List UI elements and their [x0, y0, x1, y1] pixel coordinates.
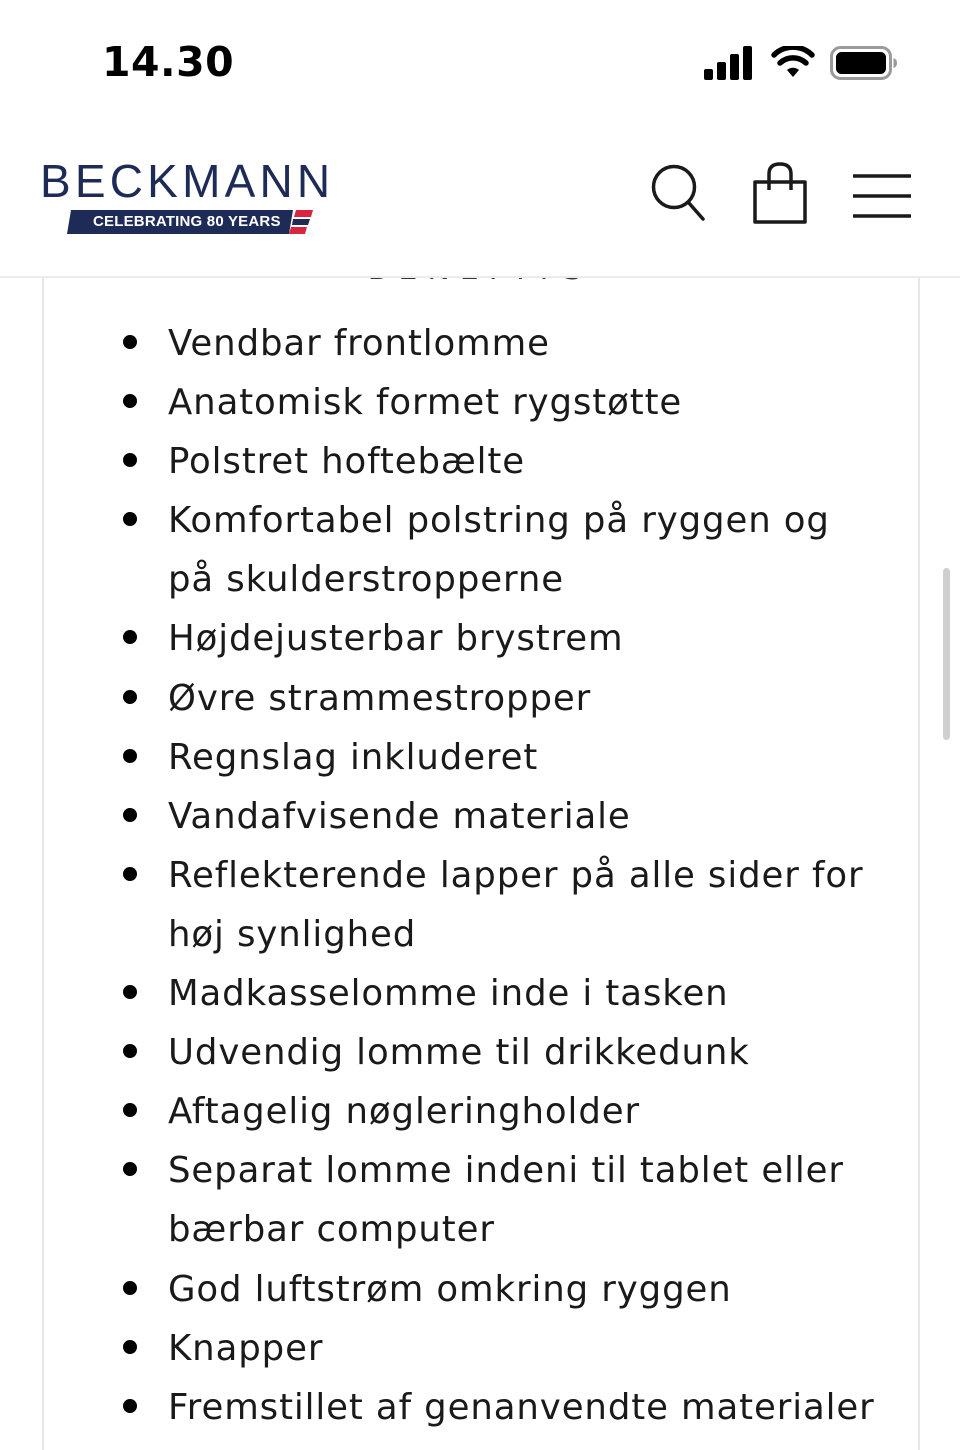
- bullet-icon: [123, 749, 137, 763]
- benefit-text: Polstret hoftebælte: [168, 441, 525, 483]
- benefit-text: Komfortabel polstring på ryggen og på skulderstropperne: [168, 500, 830, 601]
- benefit-item: [168, 964, 888, 1023]
- benefit-text: Madkasselomme inde i tasken: [168, 973, 729, 1015]
- bullet-icon: [123, 985, 137, 999]
- benefit-text: Øvre strammestropper: [168, 677, 592, 719]
- benefit-item: [168, 1141, 888, 1259]
- benefit-text: Regnslag inkluderet: [168, 736, 539, 778]
- benefit-item: [168, 314, 888, 373]
- bullet-icon: [123, 335, 137, 349]
- benefit-item: [168, 1023, 888, 1082]
- brand-tagline: CELEBRATING 80 YEARS: [93, 213, 281, 230]
- brand-name: BECKMANN: [40, 155, 335, 207]
- bullet-icon: [123, 808, 137, 822]
- benefit-item: [168, 1082, 888, 1141]
- benefit-item: [168, 1319, 888, 1378]
- benefit-item: [168, 609, 888, 668]
- benefit-item: [168, 432, 888, 491]
- wifi-icon: [771, 46, 815, 80]
- status-time: 14.30: [102, 38, 235, 86]
- benefit-item: [168, 1378, 888, 1437]
- benefit-text: God luftstrøm omkring ryggen: [168, 1268, 732, 1310]
- battery-icon: [830, 46, 898, 80]
- site-header: [0, 120, 960, 278]
- benefit-item: [168, 373, 888, 432]
- benefit-text: Aftagelig nøgleringholder: [168, 1091, 640, 1133]
- bullet-icon: [123, 867, 137, 881]
- benefit-text: Fremstillet af genanvendte materialer: [168, 1386, 875, 1428]
- menu-icon[interactable]: [852, 162, 912, 226]
- status-bar: [0, 0, 960, 120]
- search-icon[interactable]: [650, 162, 706, 226]
- benefit-item: [168, 669, 888, 728]
- benefit-item: [168, 787, 888, 846]
- bullet-icon: [123, 394, 137, 408]
- benefit-text: Højdejusterbar brystrem: [168, 618, 624, 660]
- benefit-text: Vandafvisende materiale: [168, 795, 631, 837]
- benefit-text: Separat lomme indeni til tablet eller bærbar computer: [168, 1150, 844, 1251]
- benefit-item: [168, 491, 888, 609]
- bullet-icon: [123, 1281, 137, 1295]
- bullet-icon: [123, 690, 137, 704]
- status-icons: [704, 45, 898, 81]
- brand-tagline-banner: [67, 210, 339, 234]
- cellular-signal-icon: [704, 45, 754, 81]
- brand-logo[interactable]: [40, 155, 340, 238]
- benefit-item: [168, 846, 888, 964]
- benefit-text: Reflekterende lapper på alle sider for høj synlighed: [168, 854, 864, 955]
- bullet-icon: [123, 1399, 137, 1413]
- benefit-item: [168, 728, 888, 787]
- shopping-bag-icon[interactable]: [752, 162, 808, 228]
- benefit-text: Udvendig lomme til drikkedunk: [168, 1032, 750, 1074]
- benefit-text: Vendbar frontlomme: [168, 323, 550, 364]
- benefit-text: Anatomisk formet rygstøtte: [168, 382, 683, 424]
- page-scrollbar[interactable]: [943, 568, 950, 740]
- benefit-item: [168, 1260, 888, 1319]
- bullet-icon: [123, 1340, 137, 1354]
- benefits-list: [168, 314, 888, 1437]
- benefit-text: Knapper: [168, 1327, 324, 1369]
